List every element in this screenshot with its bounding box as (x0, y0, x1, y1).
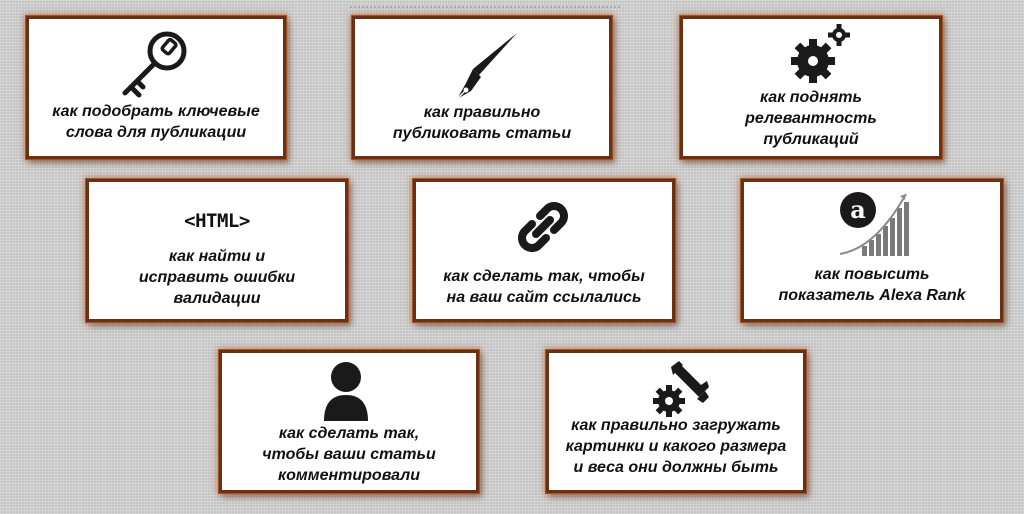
card-comments[interactable] (219, 350, 479, 493)
key-icon (117, 27, 193, 103)
card-relevance[interactable] (680, 16, 942, 159)
gears-icon (789, 23, 853, 87)
card-validation[interactable] (86, 179, 348, 322)
card-alexa-rank[interactable] (741, 179, 1003, 322)
card-label: как правильно загружать картинки и какого размера и веса они должны быть (565, 417, 787, 476)
card-label: как сделать так, чтобы на ваш сайт ссылались (443, 268, 645, 306)
card-label: как повысить показатель Alexa Rank (778, 266, 966, 304)
fountain-pen-icon (451, 29, 521, 103)
card-label: как сделать так, чтобы ваши статьи комментировали (262, 425, 436, 484)
chain-link-icon (510, 194, 576, 260)
card-label: как правильно публиковать статьи (392, 104, 572, 142)
card-images[interactable] (546, 350, 806, 493)
card-publish[interactable] (352, 16, 612, 159)
svg-text:a: a (850, 195, 866, 224)
card-keywords[interactable] (26, 16, 286, 159)
user-icon (320, 359, 372, 423)
alexa-rank-chart-icon (836, 188, 914, 260)
card-label: как поднять релевантность публикаций (745, 89, 877, 148)
card-label: как подобрать ключевые слова для публикации (52, 103, 260, 141)
html-tag-icon: <HTML> (184, 210, 250, 232)
top-ornament (350, 0, 620, 8)
wrench-gear-icon (649, 357, 713, 419)
card-label: как найти и исправить ошибки валидации (138, 248, 296, 307)
card-backlinks[interactable] (413, 179, 675, 322)
